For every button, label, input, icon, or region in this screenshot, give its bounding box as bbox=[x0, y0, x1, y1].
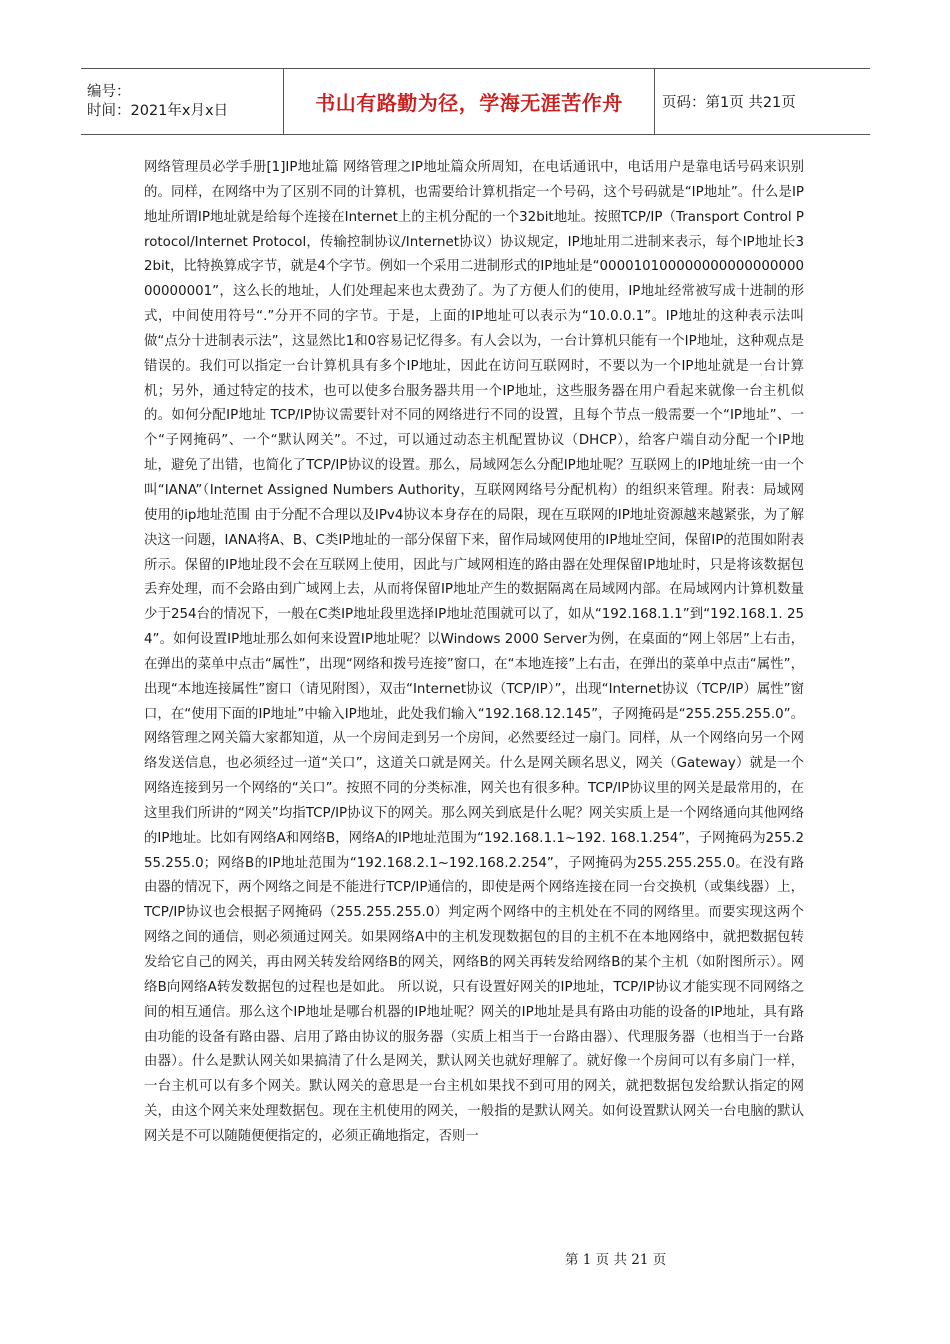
header-page-number: 页码：第1页 共21页 bbox=[662, 95, 796, 111]
header-motto: 书山有路勤为径，学海无涯苦作舟 bbox=[315, 91, 623, 115]
header-meta bbox=[81, 69, 284, 134]
body-paragraph: 网络管理员必学手册[1]IP地址篇 网络管理之IP地址篇众所周知，在电话通讯中，电话用户是靠电话号码来识别的。同样，在网络中为了区别不同的计算机，也需要给计算机指定一个号码，这个号码就是“IP地址”。什么是IP地址所谓IP地址就是给每个连接在Internet上的主机分配的一个32bit地址。按照TCP/IP（Transport Control Protocol/Internet Protocol，传输控制协议/Internet协议）协议规定，IP地址用二进制来表示，每个IP地址长32bit，比特换算成字节，就是4个字节。例如一个采用二进制形式的IP地址是“00001010000000000000000000000001”，这么长的地址，人们处理起来也太费劲了。为了方便人们的使用，IP地址经常被写成十进制的形式，中间使用符号“.”分开不同的字节。于是，上面的IP地址可以表示为“10.0.0.1”。IP地址的这种表示法叫做“点分十进制表示法”，这显然比1和0容易记忆得多。有人会以为，一台计算机只能有一个IP地址，这种观点是错误的。我们可以指定一台计算机具有多个IP地址，因此在访问互联网时，不要以为一个IP地址就是一台计算机；另外，通过特定的技术，也可以使多台服务器共用一个IP地址，这些服务器在用户看起来就像一台主机似的。如何分配IP地址 TCP/IP协议需要针对不同的网络进行不同的设置，且每个节点一般需要一个“IP地址”、一个“子网掩码”、一个“默认网关”。不过，可以通过动态主机配置协议（DHCP），给客户端自动分配一个IP地址，避免了出错，也简化了TCP/IP协议的设置。那么，局域网怎么分配IP地址呢？互联网上的IP地址统一由一个叫“IANA”（Internet Assigned Numbers Authority，互联网网络号分配机构）的组织来管理。附表：局域网使用的ip地址范围 由于分配不合理以及IPv4协议本身存在的局限，现在互联网的IP地址资源越来越紧张，为了解决这一问题，IANA将A、B、C类IP地址的一部分保留下来，留作局域网使用的IP地址空间，保留IP的范围如附表所示。保留的IP地址段不会在互联网上使用，因此与广域网相连的路由器在处理保留IP地址时，只是将该数据包丢弃处理，而不会路由到广域网上去，从而将保留IP地址产生的数据隔离在局域网内部。在局域网内计算机数量少于254台的情况下，一般在C类IP地址段里选择IP地址范围就可以了，如从“192.168.1.1”到“192.168.1. 254”。如何设置IP地址那么如何来设置IP地址呢？以Windows 2000 Server为例，在桌面的“网上邻居”上右击，在弹出的菜单中点击“属性”，出现“网络和拨号连接”窗口，在“本地连接”上右击，在弹出的菜单中点击“属性”，出现“本地连接属性”窗口（请见附图），双击“Internet协议（TCP/IP）”，出现“Internet协议（TCP/IP）属性”窗口，在“使用下面的IP地址”中输入IP地址，此处我们输入“192.168.12.145”，子网掩码是“255.255.255.0”。网络管理之网关篇大家都知道，从一个房间走到另一个房间，必然要经过一扇门。同样，从一个网络向另一个网络发送信息，也必须经过一道“关口”，这道关口就是网关。什么是网关顾名思义，网关（Gateway）就是一个网络连接到另一个网络的“关口”。按照不同的分类标准，网关也有很多种。TCP/IP协议里的网关是最常用的，在这里我们所讲的“网关”均指TCP/IP协议下的网关。那么网关到底是什么呢？网关实质上是一个网络通向其他网络的IP地址。比如有网络A和网络B，网络A的IP地址范围为“192.168.1.1~192. 168.1.254”，子网掩码为255.255.255.0；网络B的IP地址范围为“192.168.2.1~192.168.2.254”，子网掩码为255.255.255.0。在没有路由器的情况下，两个网络之间是不能进行TCP/IP通信的，即使是两个网络连接在同一台交换机（或集线器）上，TCP/IP协议也会根据子网掩码（255.255.255.0）判定两个网络中的主机处在不同的网络里。而要实现这两个网络之间的通信，则必须通过网关。如果网络A中的主机发现数据包的目的主机不在本地网络中，就把数据包转发给它自己的网关，再由网关转发给网络B的网关，网络B的网关再转发给网络B的某个主机（如附图所示）。网络B向网络A转发数据包的过程也是如此。 所以说，只有设置好网关的IP地址，TCP/IP协议才能实现不同网络之间的相互通信。那么这个IP地址是哪台机器的IP地址呢？网关的IP地址是具有路由功能的设备的IP地址，具有路由功能的设备有路由器、启用了路由协议的服务器（实质上相当于一台路由器）、代理服务器（也相当于一台路由器）。什么是默认网关如果搞清了什么是网关，默认网关也就好理解了。就好像一个房间可以有多扇门一样，一台主机可以有多个网关。默认网关的意思是一台主机如果找不到可用的网关，就把数据包发给默认指定的网关，由这个网关来处理数据包。现在主机使用的网关，一般指的是默认网关。如何设置默认网关一台电脑的默认网关是不可以随随便便指定的，必须正确地指定，否则一 bbox=[144, 160, 804, 1144]
document-date: 时间：2021年x月x日 bbox=[87, 102, 229, 119]
header-motto-cell bbox=[284, 69, 655, 134]
page-footer: 第 1 页 共 21 页 bbox=[565, 1252, 667, 1268]
page-header bbox=[81, 68, 870, 135]
document-number: 编号： bbox=[87, 83, 131, 100]
